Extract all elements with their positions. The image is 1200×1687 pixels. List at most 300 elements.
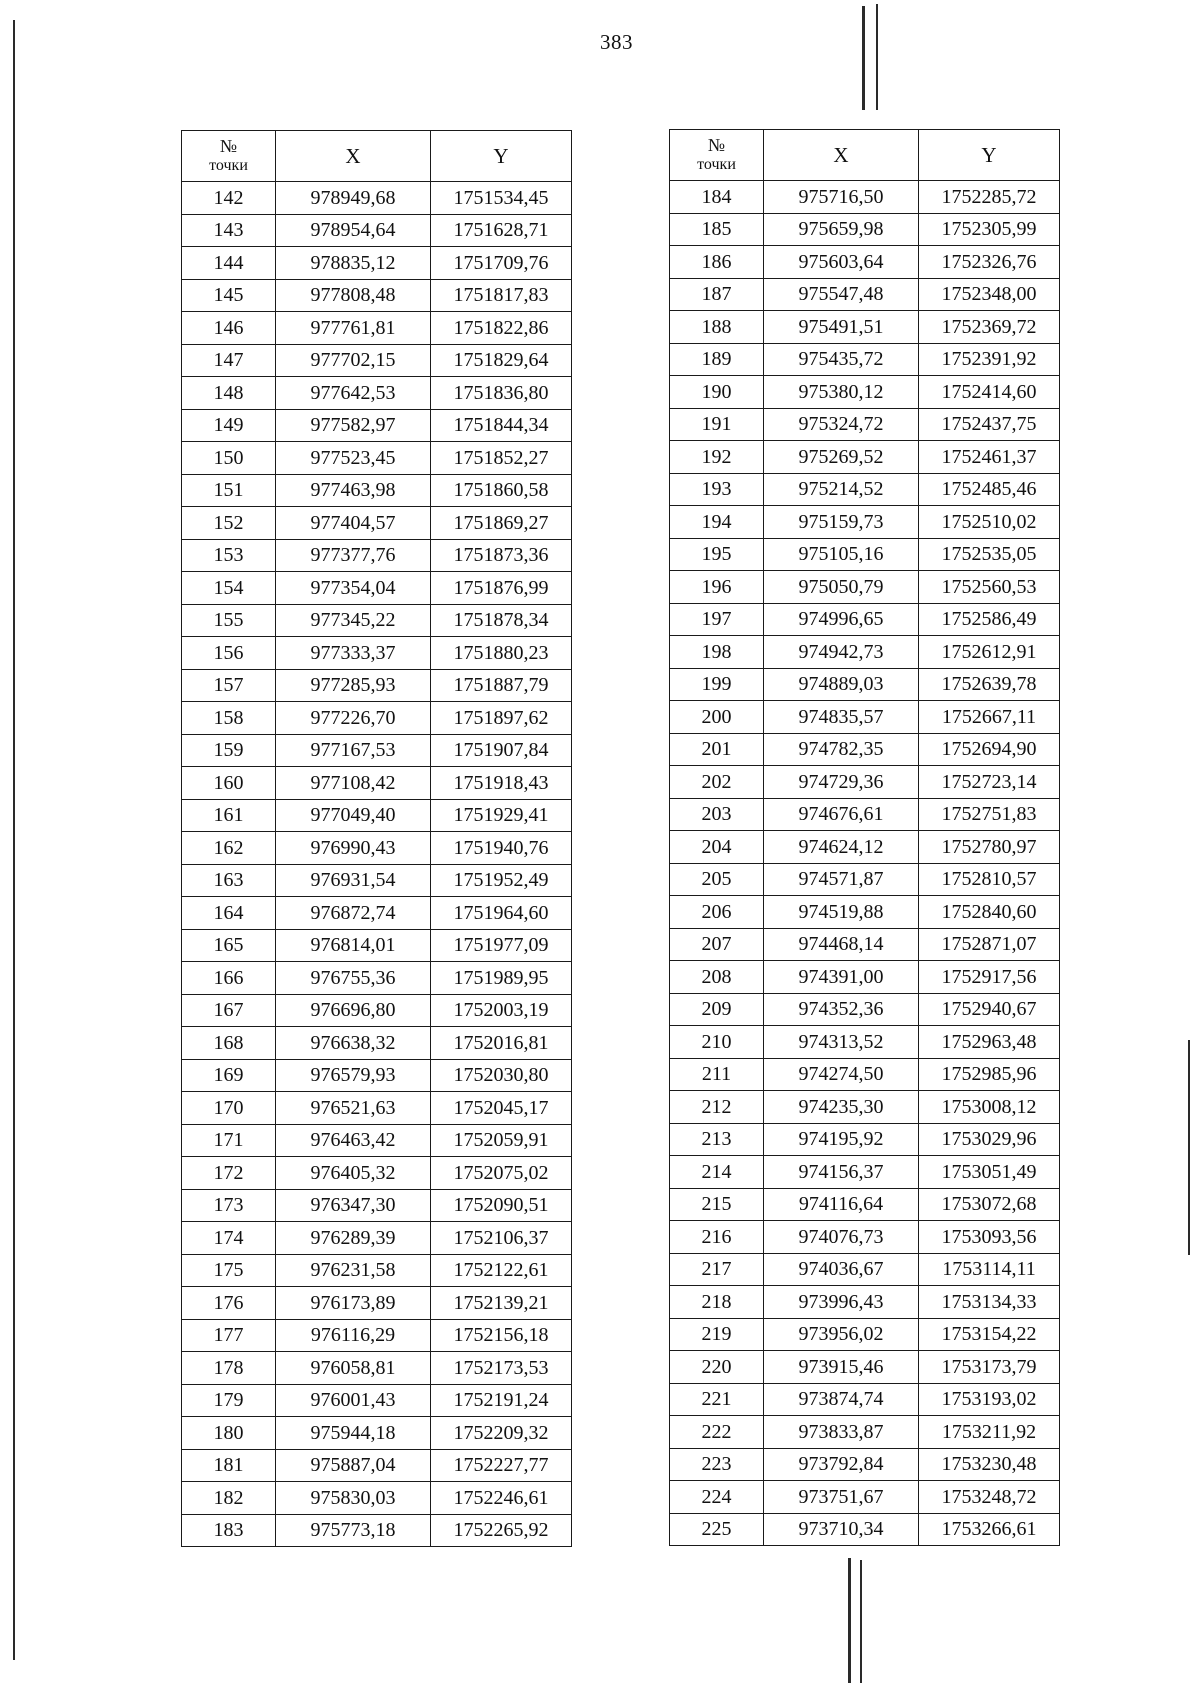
cell-x: 977404,57 bbox=[276, 507, 431, 540]
cell-point-number: 204 bbox=[670, 831, 764, 864]
cell-x: 974889,03 bbox=[764, 668, 919, 701]
cell-point-number: 194 bbox=[670, 506, 764, 539]
cell-x: 975269,52 bbox=[764, 441, 919, 474]
cell-x: 975380,12 bbox=[764, 376, 919, 409]
cell-point-number: 225 bbox=[670, 1513, 764, 1546]
cell-point-number: 182 bbox=[182, 1482, 276, 1515]
cell-point-number: 180 bbox=[182, 1417, 276, 1450]
cell-x: 973915,46 bbox=[764, 1351, 919, 1384]
cell-point-number: 143 bbox=[182, 214, 276, 247]
table-row bbox=[182, 604, 572, 637]
cell-y: 1752285,72 bbox=[919, 181, 1060, 214]
table-row bbox=[182, 929, 572, 962]
cell-y: 1752840,60 bbox=[919, 896, 1060, 929]
table-row bbox=[670, 733, 1060, 766]
cell-y: 1751822,86 bbox=[431, 312, 572, 345]
cell-x: 977523,45 bbox=[276, 442, 431, 475]
cell-y: 1753230,48 bbox=[919, 1448, 1060, 1481]
cell-y: 1752780,97 bbox=[919, 831, 1060, 864]
cell-x: 976463,42 bbox=[276, 1124, 431, 1157]
cell-x: 974729,36 bbox=[764, 766, 919, 799]
cell-y: 1752985,96 bbox=[919, 1058, 1060, 1091]
table-row bbox=[670, 571, 1060, 604]
cell-point-number: 192 bbox=[670, 441, 764, 474]
cell-point-number: 201 bbox=[670, 733, 764, 766]
cell-y: 1751817,83 bbox=[431, 279, 572, 312]
cell-x: 974676,61 bbox=[764, 798, 919, 831]
coordinates-table-left bbox=[181, 130, 572, 1547]
table-row bbox=[670, 603, 1060, 636]
cell-y: 1751873,36 bbox=[431, 539, 572, 572]
cell-y: 1752348,00 bbox=[919, 278, 1060, 311]
cell-y: 1752414,60 bbox=[919, 376, 1060, 409]
cell-point-number: 172 bbox=[182, 1157, 276, 1190]
cell-point-number: 151 bbox=[182, 474, 276, 507]
cell-x: 976289,39 bbox=[276, 1222, 431, 1255]
cell-x: 974313,52 bbox=[764, 1026, 919, 1059]
cell-y: 1752030,80 bbox=[431, 1059, 572, 1092]
cell-x: 974156,37 bbox=[764, 1156, 919, 1189]
table-row bbox=[182, 1092, 572, 1125]
cell-y: 1752191,24 bbox=[431, 1384, 572, 1417]
cell-y: 1752560,53 bbox=[919, 571, 1060, 604]
cell-y: 1752437,75 bbox=[919, 408, 1060, 441]
cell-point-number: 162 bbox=[182, 832, 276, 865]
cell-y: 1752106,37 bbox=[431, 1222, 572, 1255]
table-header-row bbox=[670, 130, 1060, 181]
cell-point-number: 160 bbox=[182, 767, 276, 800]
cell-y: 1751852,27 bbox=[431, 442, 572, 475]
cell-point-number: 176 bbox=[182, 1287, 276, 1320]
binding-line-bottom bbox=[848, 1558, 851, 1683]
cell-point-number: 202 bbox=[670, 766, 764, 799]
table-row bbox=[182, 344, 572, 377]
cell-y: 1752209,32 bbox=[431, 1417, 572, 1450]
cell-x: 976521,63 bbox=[276, 1092, 431, 1125]
cell-y: 1752917,56 bbox=[919, 961, 1060, 994]
cell-y: 1751897,62 bbox=[431, 702, 572, 735]
table-row bbox=[670, 1416, 1060, 1449]
header-point-number bbox=[670, 130, 764, 181]
cell-x: 975214,52 bbox=[764, 473, 919, 506]
cell-x: 977642,53 bbox=[276, 377, 431, 410]
cell-point-number: 152 bbox=[182, 507, 276, 540]
cell-point-number: 163 bbox=[182, 864, 276, 897]
table-row bbox=[182, 409, 572, 442]
cell-point-number: 213 bbox=[670, 1123, 764, 1156]
table-row bbox=[182, 1222, 572, 1255]
cell-y: 1751836,80 bbox=[431, 377, 572, 410]
table-row bbox=[670, 1026, 1060, 1059]
table-row bbox=[182, 702, 572, 735]
cell-x: 973956,02 bbox=[764, 1318, 919, 1351]
cell-x: 977702,15 bbox=[276, 344, 431, 377]
table-row bbox=[182, 767, 572, 800]
table-row bbox=[670, 766, 1060, 799]
table-row bbox=[182, 994, 572, 1027]
table-row bbox=[670, 278, 1060, 311]
cell-y: 1751989,95 bbox=[431, 962, 572, 995]
cell-point-number: 206 bbox=[670, 896, 764, 929]
cell-y: 1751907,84 bbox=[431, 734, 572, 767]
table-row bbox=[182, 897, 572, 930]
table-row bbox=[182, 1319, 572, 1352]
cell-y: 1751860,58 bbox=[431, 474, 572, 507]
cell-y: 1752090,51 bbox=[431, 1189, 572, 1222]
table-row bbox=[182, 1482, 572, 1515]
cell-point-number: 220 bbox=[670, 1351, 764, 1384]
header-point-number bbox=[182, 131, 276, 182]
cell-x: 978954,64 bbox=[276, 214, 431, 247]
table-row bbox=[670, 1058, 1060, 1091]
table-row bbox=[670, 1253, 1060, 1286]
table-row bbox=[670, 701, 1060, 734]
cell-y: 1752326,76 bbox=[919, 246, 1060, 279]
cell-x: 977808,48 bbox=[276, 279, 431, 312]
cell-point-number: 177 bbox=[182, 1319, 276, 1352]
cell-point-number: 209 bbox=[670, 993, 764, 1026]
cell-x: 977285,93 bbox=[276, 669, 431, 702]
cell-y: 1752963,48 bbox=[919, 1026, 1060, 1059]
cell-point-number: 199 bbox=[670, 668, 764, 701]
table-row bbox=[182, 312, 572, 345]
cell-point-number: 150 bbox=[182, 442, 276, 475]
table-row bbox=[182, 442, 572, 475]
cell-x: 976405,32 bbox=[276, 1157, 431, 1190]
cell-point-number: 149 bbox=[182, 409, 276, 442]
table-row bbox=[670, 506, 1060, 539]
cell-y: 1751952,49 bbox=[431, 864, 572, 897]
right-margin-line bbox=[1188, 1040, 1190, 1255]
cell-y: 1753154,22 bbox=[919, 1318, 1060, 1351]
cell-point-number: 218 bbox=[670, 1286, 764, 1319]
cell-point-number: 203 bbox=[670, 798, 764, 831]
table-row bbox=[182, 864, 572, 897]
cell-x: 974468,14 bbox=[764, 928, 919, 961]
table-row bbox=[670, 668, 1060, 701]
table-header-row bbox=[182, 131, 572, 182]
table-row bbox=[182, 279, 572, 312]
table-row bbox=[670, 831, 1060, 864]
cell-x: 975050,79 bbox=[764, 571, 919, 604]
cell-point-number: 200 bbox=[670, 701, 764, 734]
cell-y: 1753093,56 bbox=[919, 1221, 1060, 1254]
cell-y: 1753248,72 bbox=[919, 1481, 1060, 1514]
table-row bbox=[182, 734, 572, 767]
cell-point-number: 188 bbox=[670, 311, 764, 344]
table-row bbox=[182, 637, 572, 670]
cell-y: 1752535,05 bbox=[919, 538, 1060, 571]
cell-y: 1751876,99 bbox=[431, 572, 572, 605]
cell-x: 975105,16 bbox=[764, 538, 919, 571]
cell-y: 1752369,72 bbox=[919, 311, 1060, 344]
cell-y: 1751887,79 bbox=[431, 669, 572, 702]
cell-x: 975603,64 bbox=[764, 246, 919, 279]
cell-point-number: 165 bbox=[182, 929, 276, 962]
header-num-sign: № bbox=[707, 135, 726, 155]
cell-x: 976579,93 bbox=[276, 1059, 431, 1092]
cell-y: 1752485,46 bbox=[919, 473, 1060, 506]
cell-point-number: 175 bbox=[182, 1254, 276, 1287]
cell-y: 1751878,34 bbox=[431, 604, 572, 637]
cell-y: 1752694,90 bbox=[919, 733, 1060, 766]
cell-x: 976990,43 bbox=[276, 832, 431, 865]
cell-point-number: 195 bbox=[670, 538, 764, 571]
table-row bbox=[670, 863, 1060, 896]
header-num-sign: № bbox=[219, 136, 238, 156]
cell-y: 1752059,91 bbox=[431, 1124, 572, 1157]
table-row bbox=[670, 1091, 1060, 1124]
cell-x: 974076,73 bbox=[764, 1221, 919, 1254]
table-row bbox=[670, 636, 1060, 669]
cell-x: 975491,51 bbox=[764, 311, 919, 344]
binding-line-top bbox=[862, 6, 865, 110]
cell-point-number: 211 bbox=[670, 1058, 764, 1091]
table-row bbox=[182, 377, 572, 410]
cell-x: 977354,04 bbox=[276, 572, 431, 605]
header-num-word: точки bbox=[697, 156, 736, 173]
table-row bbox=[670, 993, 1060, 1026]
table-row bbox=[182, 539, 572, 572]
cell-y: 1752612,91 bbox=[919, 636, 1060, 669]
cell-y: 1752173,53 bbox=[431, 1352, 572, 1385]
cell-point-number: 154 bbox=[182, 572, 276, 605]
table-row bbox=[670, 1351, 1060, 1384]
cell-y: 1752045,17 bbox=[431, 1092, 572, 1125]
cell-y: 1753008,12 bbox=[919, 1091, 1060, 1124]
cell-y: 1753266,61 bbox=[919, 1513, 1060, 1546]
table-row bbox=[182, 182, 572, 215]
coordinates-table-right bbox=[669, 129, 1060, 1546]
cell-x: 974352,36 bbox=[764, 993, 919, 1026]
cell-y: 1752871,07 bbox=[919, 928, 1060, 961]
cell-x: 973996,43 bbox=[764, 1286, 919, 1319]
table-row bbox=[670, 798, 1060, 831]
cell-x: 976638,32 bbox=[276, 1027, 431, 1060]
cell-x: 975716,50 bbox=[764, 181, 919, 214]
cell-x: 976347,30 bbox=[276, 1189, 431, 1222]
cell-point-number: 161 bbox=[182, 799, 276, 832]
cell-x: 977226,70 bbox=[276, 702, 431, 735]
cell-y: 1751964,60 bbox=[431, 897, 572, 930]
cell-point-number: 196 bbox=[670, 571, 764, 604]
cell-x: 974195,92 bbox=[764, 1123, 919, 1156]
table-row bbox=[182, 1027, 572, 1060]
table-row bbox=[670, 1481, 1060, 1514]
cell-y: 1753051,49 bbox=[919, 1156, 1060, 1189]
cell-x: 977345,22 bbox=[276, 604, 431, 637]
table-row bbox=[670, 1318, 1060, 1351]
cell-y: 1751844,34 bbox=[431, 409, 572, 442]
cell-point-number: 164 bbox=[182, 897, 276, 930]
cell-x: 977049,40 bbox=[276, 799, 431, 832]
cell-x: 978835,12 bbox=[276, 247, 431, 280]
table-row bbox=[670, 1513, 1060, 1546]
cell-x: 976001,43 bbox=[276, 1384, 431, 1417]
cell-x: 975547,48 bbox=[764, 278, 919, 311]
cell-x: 973792,84 bbox=[764, 1448, 919, 1481]
table-row bbox=[182, 1254, 572, 1287]
cell-x: 977108,42 bbox=[276, 767, 431, 800]
table-row bbox=[670, 961, 1060, 994]
cell-x: 976931,54 bbox=[276, 864, 431, 897]
cell-x: 974571,87 bbox=[764, 863, 919, 896]
cell-point-number: 179 bbox=[182, 1384, 276, 1417]
cell-point-number: 205 bbox=[670, 863, 764, 896]
cell-point-number: 168 bbox=[182, 1027, 276, 1060]
cell-y: 1752667,11 bbox=[919, 701, 1060, 734]
cell-point-number: 214 bbox=[670, 1156, 764, 1189]
cell-y: 1752586,49 bbox=[919, 603, 1060, 636]
table-row bbox=[182, 474, 572, 507]
cell-point-number: 142 bbox=[182, 182, 276, 215]
cell-x: 977333,37 bbox=[276, 637, 431, 670]
table-row bbox=[182, 1157, 572, 1190]
cell-y: 1752723,14 bbox=[919, 766, 1060, 799]
cell-point-number: 193 bbox=[670, 473, 764, 506]
cell-x: 974116,64 bbox=[764, 1188, 919, 1221]
cell-point-number: 157 bbox=[182, 669, 276, 702]
table-row bbox=[182, 1059, 572, 1092]
cell-point-number: 171 bbox=[182, 1124, 276, 1157]
table-row bbox=[182, 1449, 572, 1482]
table-row bbox=[670, 181, 1060, 214]
table-row bbox=[670, 1188, 1060, 1221]
cell-point-number: 181 bbox=[182, 1449, 276, 1482]
cell-x: 974519,88 bbox=[764, 896, 919, 929]
left-margin-line bbox=[13, 20, 15, 1660]
cell-x: 973710,34 bbox=[764, 1513, 919, 1546]
cell-point-number: 155 bbox=[182, 604, 276, 637]
cell-point-number: 156 bbox=[182, 637, 276, 670]
header-x: X bbox=[276, 131, 431, 182]
table-body-left bbox=[182, 182, 572, 1547]
cell-x: 974391,00 bbox=[764, 961, 919, 994]
cell-point-number: 167 bbox=[182, 994, 276, 1027]
cell-x: 976696,80 bbox=[276, 994, 431, 1027]
cell-x: 974274,50 bbox=[764, 1058, 919, 1091]
cell-x: 976231,58 bbox=[276, 1254, 431, 1287]
cell-y: 1751534,45 bbox=[431, 182, 572, 215]
cell-y: 1752265,92 bbox=[431, 1514, 572, 1547]
table-row bbox=[670, 343, 1060, 376]
table-row bbox=[182, 1189, 572, 1222]
cell-point-number: 153 bbox=[182, 539, 276, 572]
cell-y: 1753134,33 bbox=[919, 1286, 1060, 1319]
table-row bbox=[182, 1514, 572, 1547]
cell-y: 1752246,61 bbox=[431, 1482, 572, 1515]
cell-y: 1752227,77 bbox=[431, 1449, 572, 1482]
cell-x: 976058,81 bbox=[276, 1352, 431, 1385]
cell-y: 1752391,92 bbox=[919, 343, 1060, 376]
cell-y: 1752751,83 bbox=[919, 798, 1060, 831]
cell-point-number: 173 bbox=[182, 1189, 276, 1222]
table-row bbox=[182, 669, 572, 702]
cell-y: 1751940,76 bbox=[431, 832, 572, 865]
cell-y: 1753114,11 bbox=[919, 1253, 1060, 1286]
cell-point-number: 217 bbox=[670, 1253, 764, 1286]
cell-x: 975324,72 bbox=[764, 408, 919, 441]
cell-point-number: 219 bbox=[670, 1318, 764, 1351]
cell-point-number: 148 bbox=[182, 377, 276, 410]
cell-point-number: 216 bbox=[670, 1221, 764, 1254]
cell-point-number: 166 bbox=[182, 962, 276, 995]
cell-x: 974782,35 bbox=[764, 733, 919, 766]
cell-y: 1752639,78 bbox=[919, 668, 1060, 701]
table-row bbox=[182, 1124, 572, 1157]
cell-point-number: 146 bbox=[182, 312, 276, 345]
cell-point-number: 187 bbox=[670, 278, 764, 311]
table-row bbox=[670, 1156, 1060, 1189]
table-row bbox=[670, 928, 1060, 961]
cell-point-number: 190 bbox=[670, 376, 764, 409]
table-row bbox=[670, 1123, 1060, 1156]
table-row bbox=[182, 799, 572, 832]
cell-x: 974624,12 bbox=[764, 831, 919, 864]
cell-y: 1753211,92 bbox=[919, 1416, 1060, 1449]
table-row bbox=[670, 213, 1060, 246]
cell-x: 973833,87 bbox=[764, 1416, 919, 1449]
table-row bbox=[182, 1287, 572, 1320]
cell-x: 974235,30 bbox=[764, 1091, 919, 1124]
cell-y: 1753173,79 bbox=[919, 1351, 1060, 1384]
cell-x: 976872,74 bbox=[276, 897, 431, 930]
cell-point-number: 169 bbox=[182, 1059, 276, 1092]
cell-y: 1751829,64 bbox=[431, 344, 572, 377]
binding-line-top-2 bbox=[876, 4, 878, 110]
cell-y: 1753029,96 bbox=[919, 1123, 1060, 1156]
cell-y: 1751628,71 bbox=[431, 214, 572, 247]
cell-x: 975659,98 bbox=[764, 213, 919, 246]
cell-x: 977167,53 bbox=[276, 734, 431, 767]
cell-y: 1751929,41 bbox=[431, 799, 572, 832]
cell-y: 1753072,68 bbox=[919, 1188, 1060, 1221]
cell-point-number: 159 bbox=[182, 734, 276, 767]
table-row bbox=[670, 896, 1060, 929]
cell-x: 977463,98 bbox=[276, 474, 431, 507]
table-row bbox=[182, 962, 572, 995]
cell-y: 1752139,21 bbox=[431, 1287, 572, 1320]
cell-y: 1752075,02 bbox=[431, 1157, 572, 1190]
cell-x: 976173,89 bbox=[276, 1287, 431, 1320]
cell-point-number: 198 bbox=[670, 636, 764, 669]
cell-x: 977377,76 bbox=[276, 539, 431, 572]
cell-y: 1751977,09 bbox=[431, 929, 572, 962]
cell-y: 1751709,76 bbox=[431, 247, 572, 280]
table-row bbox=[670, 441, 1060, 474]
cell-point-number: 197 bbox=[670, 603, 764, 636]
cell-x: 975944,18 bbox=[276, 1417, 431, 1450]
cell-point-number: 184 bbox=[670, 181, 764, 214]
cell-point-number: 178 bbox=[182, 1352, 276, 1385]
cell-x: 974996,65 bbox=[764, 603, 919, 636]
cell-x: 975159,73 bbox=[764, 506, 919, 539]
table-row bbox=[670, 311, 1060, 344]
page-number: 383 bbox=[600, 30, 633, 54]
table-row bbox=[670, 473, 1060, 506]
cell-point-number: 207 bbox=[670, 928, 764, 961]
cell-x: 975773,18 bbox=[276, 1514, 431, 1547]
cell-point-number: 221 bbox=[670, 1383, 764, 1416]
table-row bbox=[670, 246, 1060, 279]
cell-x: 978949,68 bbox=[276, 182, 431, 215]
cell-point-number: 183 bbox=[182, 1514, 276, 1547]
cell-y: 1752016,81 bbox=[431, 1027, 572, 1060]
cell-point-number: 215 bbox=[670, 1188, 764, 1221]
cell-point-number: 147 bbox=[182, 344, 276, 377]
table-row bbox=[182, 214, 572, 247]
cell-point-number: 189 bbox=[670, 343, 764, 376]
